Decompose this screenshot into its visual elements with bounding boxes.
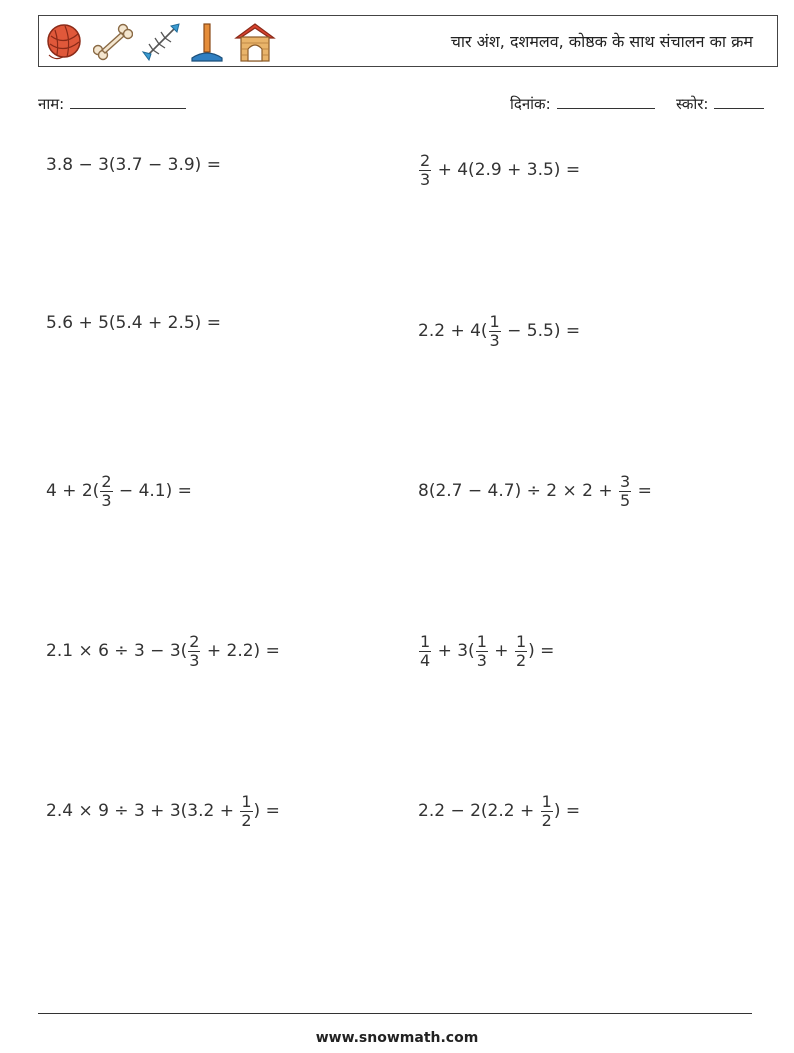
numerator: 2 [189, 631, 200, 651]
numerator: 1 [541, 791, 552, 811]
denominator: 3 [189, 650, 200, 670]
fish-skeleton-icon [141, 22, 181, 62]
expression-text: 3.8 − 3(3.7 − 3.9) = [46, 155, 221, 175]
fraction [619, 473, 631, 510]
numerator: 2 [101, 471, 112, 491]
problem-4 [418, 306, 580, 356]
expression-text: ) = [528, 641, 555, 661]
denominator: 3 [420, 169, 431, 189]
denominator: 3 [489, 330, 500, 350]
expression-text: − 4.1) = [113, 481, 192, 501]
problem-8 [418, 626, 554, 676]
header-icons [45, 19, 277, 65]
name-blank[interactable] [70, 94, 186, 109]
problem-6 [418, 466, 652, 516]
fraction [188, 633, 200, 670]
toy-stand-icon [189, 22, 225, 62]
name-field [38, 94, 186, 114]
denominator: 5 [620, 490, 631, 510]
fraction [240, 793, 252, 830]
denominator: 3 [101, 490, 112, 510]
numerator: 1 [241, 791, 252, 811]
expression-text: + 4(2.9 + 3.5) = [432, 160, 581, 180]
worksheet-title: चार अंश, दशमलव, कोष्ठक के साथ संचालन का क्रम [450, 32, 753, 51]
numerator: 2 [420, 150, 431, 170]
expression-text: = [632, 481, 652, 501]
footer-url[interactable]: www.snowmath.com [315, 1030, 479, 1046]
expression-text: 2.2 − 2(2.2 + [418, 801, 540, 821]
expression-text: 2.4 × 9 ÷ 3 + 3(3.2 + [46, 801, 240, 821]
yarn-ball-icon [45, 22, 85, 62]
problem-2 [418, 145, 580, 195]
expression-text: 2.2 + 4( [418, 321, 488, 341]
expression-text: 5.6 + 5(5.4 + 2.5) = [46, 313, 221, 333]
expression-text: 8(2.7 − 4.7) ÷ 2 × 2 + [418, 481, 618, 501]
denominator: 2 [541, 810, 552, 830]
expression-text: + 3( [432, 641, 475, 661]
expression-text: ) = [553, 801, 581, 821]
footer-divider [38, 1013, 752, 1014]
numerator: 1 [476, 631, 487, 651]
fraction [515, 633, 527, 670]
score-field [676, 94, 764, 114]
numerator: 1 [420, 631, 431, 651]
expression-text: 2.1 × 6 ÷ 3 − 3( [46, 641, 188, 661]
expression-text: + [488, 641, 514, 661]
date-blank[interactable] [557, 94, 655, 109]
denominator: 2 [241, 810, 252, 830]
fraction [489, 313, 501, 350]
bone-icon [93, 22, 133, 62]
score-label: स्कोर: [676, 95, 709, 113]
denominator: 4 [420, 650, 431, 670]
date-label: दिनांक: [510, 95, 551, 113]
expression-text: 4 + 2( [46, 481, 100, 501]
numerator: 1 [515, 631, 527, 651]
denominator: 3 [476, 650, 487, 670]
fraction [419, 152, 431, 189]
problem-7 [46, 626, 280, 676]
problem-10 [418, 786, 580, 836]
score-blank[interactable] [714, 94, 764, 109]
date-field [510, 94, 655, 114]
problem-1 [46, 140, 221, 190]
name-label: नाम: [38, 95, 65, 113]
problem-3 [46, 298, 221, 348]
header-box [38, 15, 778, 67]
problem-5 [46, 466, 192, 516]
numerator: 1 [489, 311, 500, 331]
doghouse-icon [233, 21, 277, 63]
fraction [419, 633, 431, 670]
denominator: 2 [515, 650, 527, 670]
fraction [476, 633, 488, 670]
numerator: 3 [620, 471, 631, 491]
expression-text: ) = [253, 801, 280, 821]
fraction [100, 473, 112, 510]
expression-text: + 2.2) = [201, 641, 280, 661]
fraction [541, 793, 553, 830]
problem-9 [46, 786, 280, 836]
expression-text: − 5.5) = [501, 321, 581, 341]
